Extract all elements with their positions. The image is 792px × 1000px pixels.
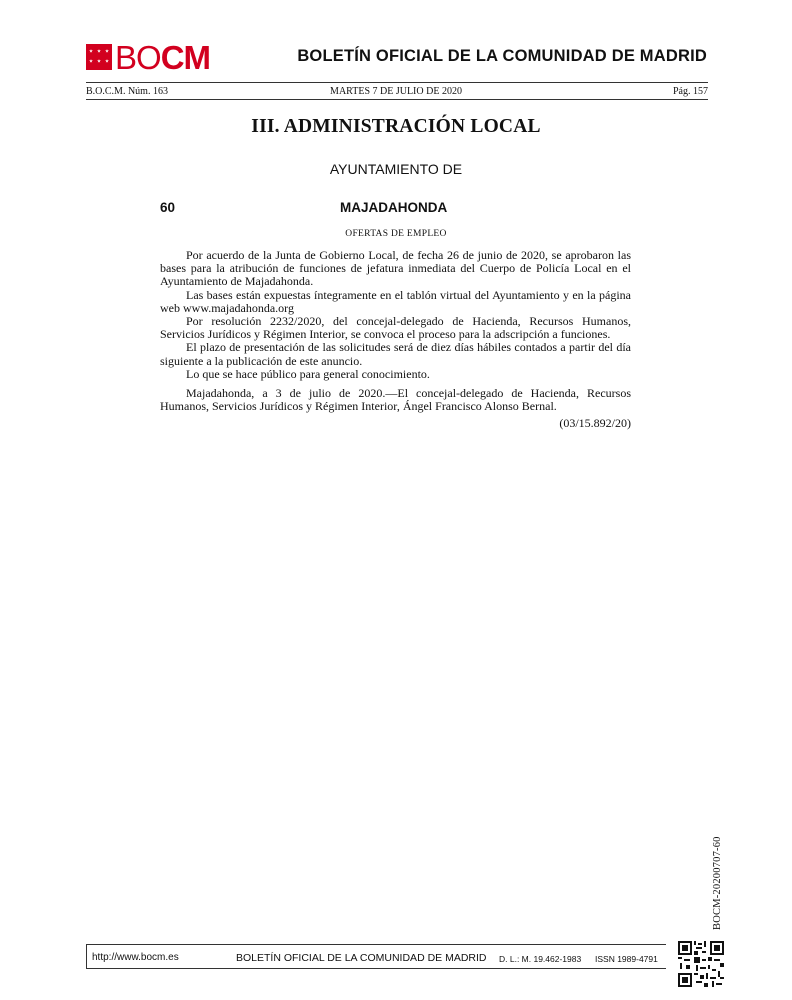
entity-heading: AYUNTAMIENTO DE (329, 161, 463, 177)
body-paragraph: Por resolución 2232/2020, del concejal-delegado de Hacienda, Recursos Humanos, Servicios Jurídicos y Régimen Interior, se convoca el proceso para la adscripción a funciones. (160, 314, 631, 342)
legal-deposit: D. L.: M. 19.462-1983 (499, 954, 582, 964)
page-number: Pág. 157 (673, 86, 708, 97)
qr-code-icon (678, 941, 724, 987)
municipality-name: MAJADAHONDA (340, 200, 448, 215)
issue-number: B.O.C.M. Núm. 163 (86, 86, 168, 97)
announcement-number: 60 (160, 200, 176, 215)
body-paragraph: Por acuerdo de la Junta de Gobierno Local, de fecha 26 de junio de 2020, se aprobaron las bases para la atribución de funciones de jefatura inmediata del Cuerpo de Policía Local en el Ayuntamiento de Majadahonda. (160, 248, 631, 289)
document-code-vertical: BOCM-20200707-60 (712, 836, 723, 930)
issue-date: MARTES 7 DE JULIO DE 2020 (330, 86, 462, 97)
body-paragraph: El plazo de presentación de las solicitudes será de diez días hábiles contados a partir del día siguiente a la publicación de este anuncio. (160, 340, 631, 368)
bulletin-title: BOLETÍN OFICIAL DE LA COMUNIDAD DE MADRID (297, 47, 707, 65)
footer-title: BOLETÍN OFICIAL DE LA COMUNIDAD DE MADRID (236, 952, 487, 964)
header-divider (86, 82, 708, 83)
section-title: III. ADMINISTRACIÓN LOCAL (251, 116, 541, 137)
footer-url-link[interactable]: http://www.bocm.es (92, 952, 179, 963)
body-paragraph: Las bases están expuestas íntegramente en el tablón virtual del Ayuntamiento y en la página web www.majadahonda.org (160, 287, 631, 315)
footer-left-rule (86, 944, 87, 968)
announcement-subtitle: OFERTAS DE EMPLEO (345, 229, 447, 239)
madrid-stars-flag-icon (86, 44, 112, 70)
signature-paragraph: Majadahonda, a 3 de julio de 2020.—El concejal-delegado de Hacienda, Recursos Humanos, Servicios Jurídicos y Régimen Interior, Ángel Francisco Alonso Bernal. (160, 386, 631, 414)
meta-divider (86, 99, 708, 100)
reference-code: (03/15.892/20) (559, 416, 631, 430)
footer-top-rule (86, 944, 666, 945)
announcement-body (160, 249, 631, 413)
footer-bottom-rule (86, 968, 666, 969)
logo-text: BOCM (115, 38, 211, 76)
issn: ISSN 1989-4791 (595, 954, 658, 964)
bocm-logo (86, 40, 210, 74)
body-paragraph: Lo que se hace público para general conocimiento. (186, 366, 430, 381)
